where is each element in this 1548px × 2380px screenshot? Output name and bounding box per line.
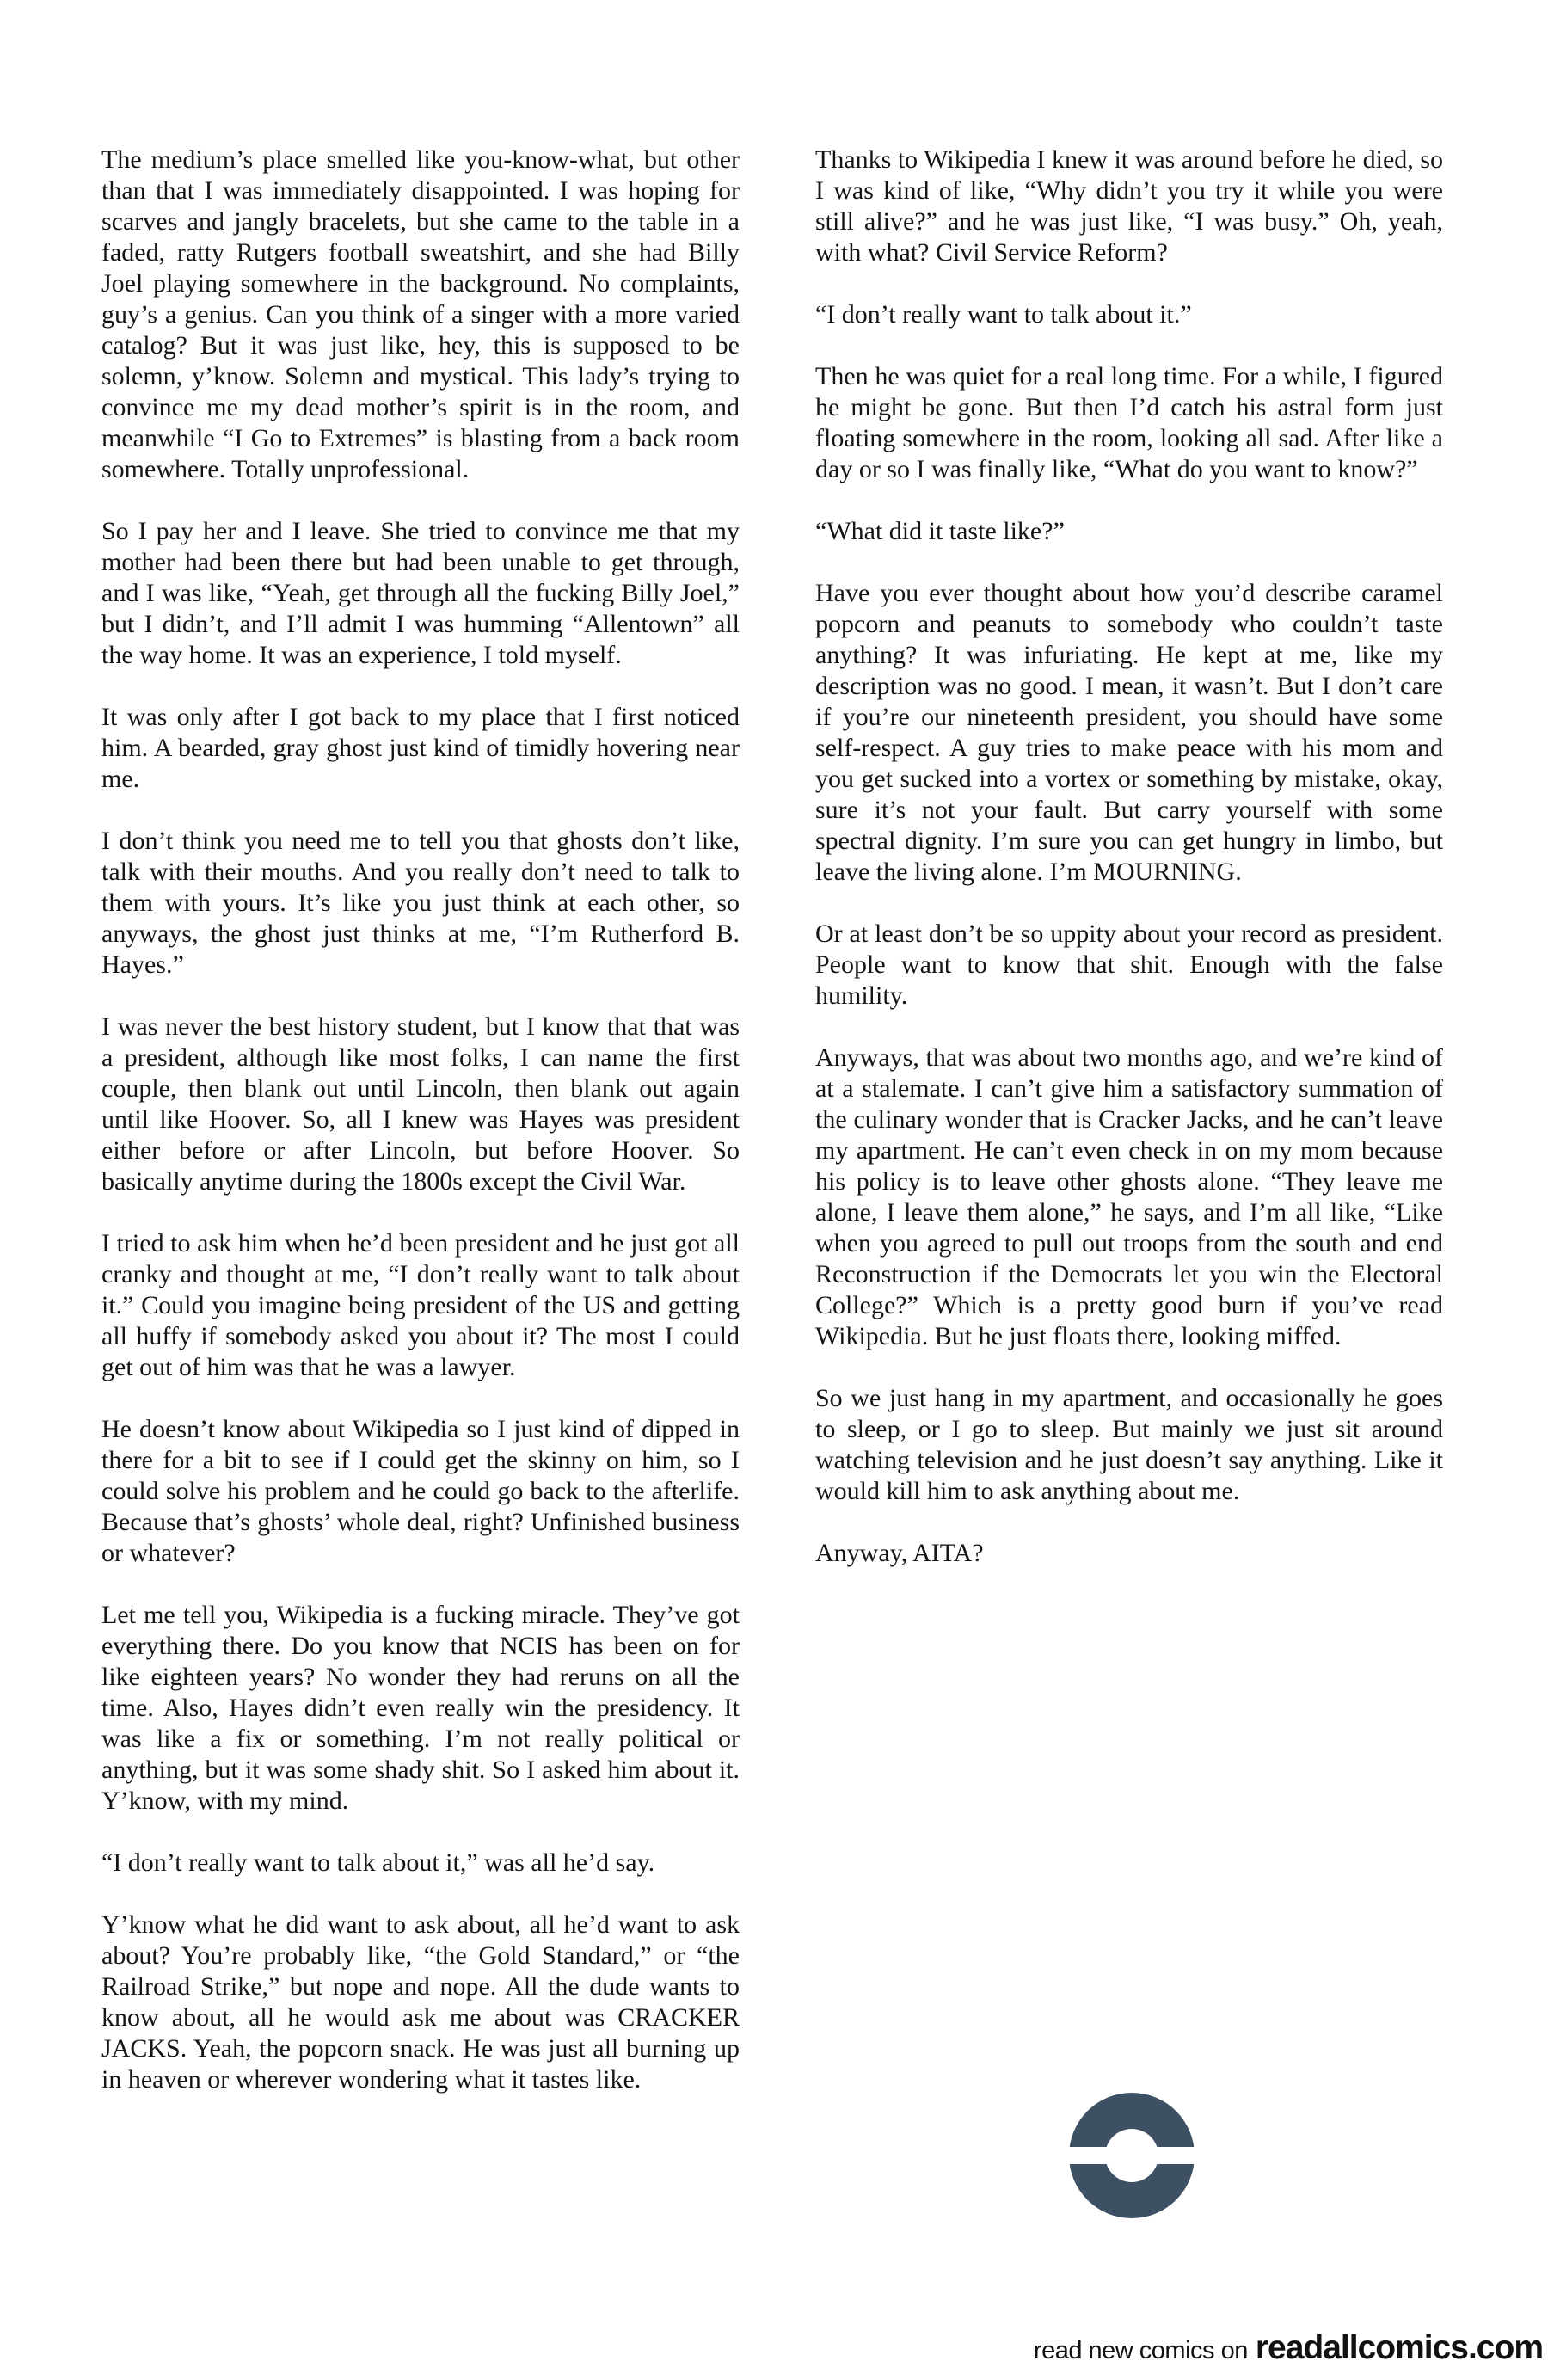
paragraph: Y’know what he did want to ask about, all he’d want to ask about? You’re probably like, “the Gold Standard,” or “the Railroad Strike,” but nope and nope. All the dude wants to know about, all he would ask me about was CRACKER JACKS. Yeah, the popcorn snack. He was just all burning up in heaven or wherever wondering what it tastes like. bbox=[101, 1910, 740, 2094]
text-column-right bbox=[815, 145, 1443, 1569]
readallcomics-logo-icon bbox=[1069, 2093, 1195, 2218]
footer-text: read new comics on bbox=[1033, 2337, 1248, 2365]
paragraph: He doesn’t know about Wikipedia so I just kind of dipped in there for a bit to see if I could get the skinny on him, so I could solve his problem and he could go back to the afterlife. Because that’s ghosts’ whole deal, right? Unfinished business or whatever? bbox=[101, 1415, 740, 1567]
paragraph: Let me tell you, Wikipedia is a fucking miracle. They’ve got everything there. Do you know that NCIS has been on for like eighteen years? No wonder they had reruns on all the time. Also, Hayes didn’t even really win the presidency. It was like a fix or something. I’m not really political or anything, but it was some shady shit. So I asked him about it. Y’know, with my mind. bbox=[101, 1601, 740, 1815]
paragraph: I was never the best history student, but I know that that was a president, although like most folks, I can name the first couple, then blank out until Lincoln, then blank out again until like Hoover. So, all I knew was Hayes was president either before or after Lincoln, but before Hoover. So basically anytime during the 1800s except the Civil War. bbox=[101, 1012, 740, 1196]
paragraph: “I don’t really want to talk about it.” bbox=[815, 300, 1192, 329]
paragraph: Thanks to Wikipedia I knew it was around before he died, so I was kind of like, “Why didn’t you try it while you were still alive?” and he was just like, “I was busy.” Oh, yeah, with what? Civil Service Reform? bbox=[815, 145, 1443, 267]
text-column-left bbox=[101, 145, 740, 2095]
paragraph: So I pay her and I leave. She tried to convince me that my mother had been there but had been unable to get through, and I was like, “Yeah, get through all the fucking Billy Joel,” but I didn’t, and I’ll admit I was humming “Allentown” all the way home. It was an experience, I told myself. bbox=[101, 517, 740, 669]
logo-center-hole bbox=[1105, 2129, 1158, 2182]
footer-credit bbox=[1034, 2329, 1543, 2367]
paragraph: So we just hang in my apartment, and occasionally he goes to sleep, or I go to sleep. But mainly we just sit around watching television and he just doesn’t say anything. Like it would kill him to ask anything about me. bbox=[815, 1384, 1443, 1505]
paragraph: I don’t think you need me to tell you that ghosts don’t like, talk with their mouths. And you really don’t need to talk to them with yours. It’s like you just think at each other, so anyways, the ghost just thinks at me, “I’m Rutherford B. Hayes.” bbox=[101, 827, 740, 979]
paragraph: I tried to ask him when he’d been president and he just got all cranky and thought at me, “I don’t really want to talk about it.” Could you imagine being president of the US and getting all huffy if somebody asked you about it? The most I could get out of him was that he was a lawyer. bbox=[101, 1229, 740, 1381]
paragraph: “I don’t really want to talk about it,” was all he’d say. bbox=[101, 1848, 655, 1877]
paragraph: Then he was quiet for a real long time. For a while, I figured he might be gone. But then I’d catch his astral form just floating somewhere in the room, looking all sad. After like a day or so I was finally like, “What do you want to know?” bbox=[815, 362, 1443, 483]
paragraph: Anyways, that was about two months ago, and we’re kind of at a stalemate. I can’t give him a satisfactory summation of the culinary wonder that is Cracker Jacks, and he can’t leave my apartment. He can’t even check in on my mom because his policy is to leave other ghosts alone. “They leave me alone, I leave them alone,” he says, and I’m all like, “Like when you agreed to pull out troops from the south and end Reconstruction if the Democrats let you win the Electoral College?” Which is a pretty good burn if you’ve read Wikipedia. But he just floats there, looking miffed. bbox=[815, 1043, 1443, 1350]
paragraph: Or at least don’t be so uppity about your record as president. People want to know that shit. Enough with the false humility. bbox=[815, 919, 1443, 1010]
paragraph: Have you ever thought about how you’d describe caramel popcorn and peanuts to somebody who couldn’t taste anything? It was infuriating. He kept at me, like my description was no good. I mean, it wasn’t. But I don’t care if you’re our nineteenth president, you should have some self-respect. A guy tries to make peace with his mom and you get sucked into a vortex or something by mistake, okay, sure it’s not your fault. But carry yourself with some spectral dignity. I’m sure you can get hungry in limbo, but leave the living alone. I’m MOURNING. bbox=[815, 579, 1443, 886]
paragraph: “What did it taste like?” bbox=[815, 517, 1065, 545]
footer-site-name: readallcomics.com bbox=[1255, 2329, 1543, 2366]
paragraph: It was only after I got back to my place that I first noticed him. A bearded, gray ghost just kind of timidly hovering near me. bbox=[101, 703, 740, 793]
paragraph: The medium’s place smelled like you-know-what, but other than that I was immediately disappointed. I was hoping for scarves and jangly bracelets, but she came to the table in a faded, ratty Rutgers football sweatshirt, and she had Billy Joel playing somewhere in the background. No complaints, guy’s a genius. Can you think of a singer with a more varied catalog? But it was just like, hey, this is supposed to be solemn, y’know. Solemn and mystical. This lady’s trying to convince me my dead mother’s spirit is in the room, and meanwhile “I Go to Extremes” is blasting from a back room somewhere. Totally unprofessional. bbox=[101, 145, 740, 483]
paragraph: Anyway, AITA? bbox=[815, 1539, 984, 1567]
